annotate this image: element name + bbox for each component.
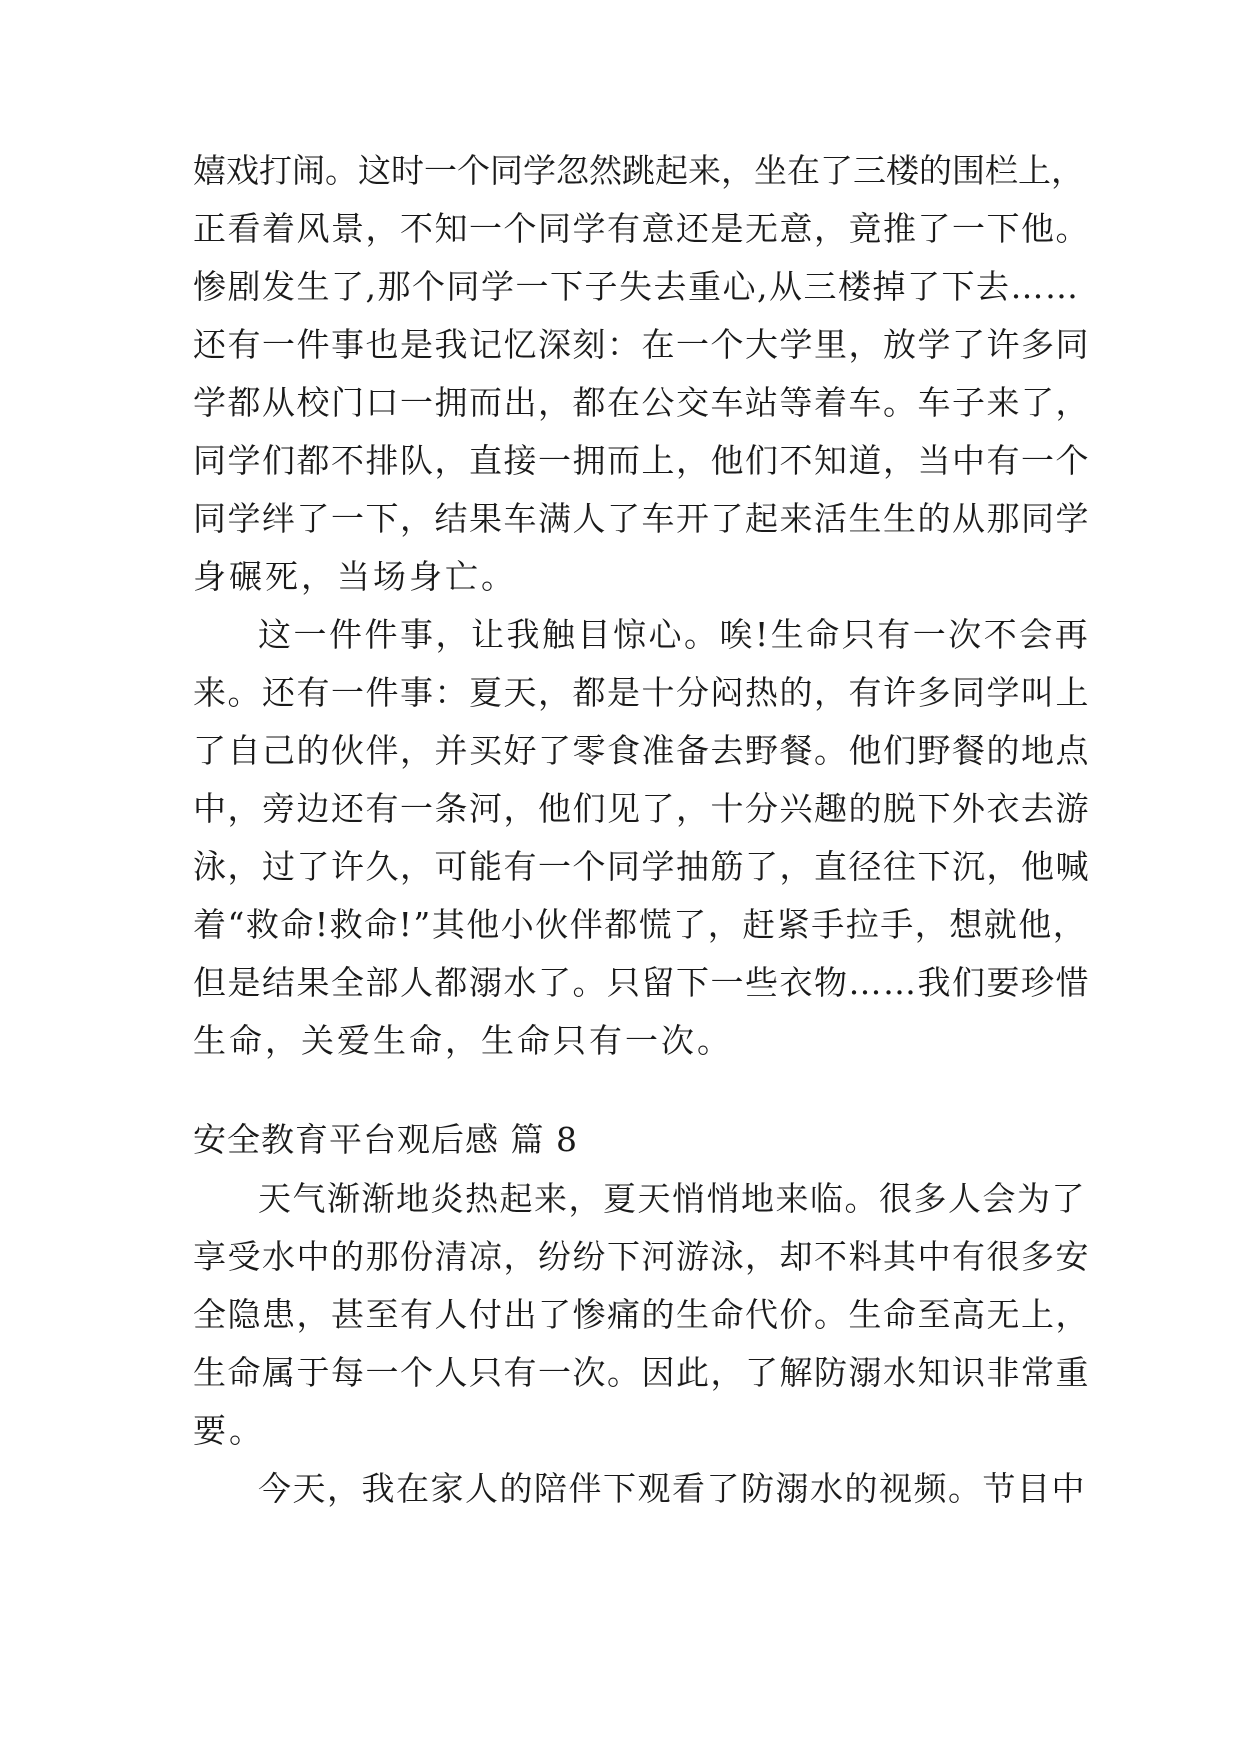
- text-line: 了自己的伙伴，并买好了零食准备去野餐。他们野餐的地点: [193, 731, 1090, 770]
- text-line: 中，旁边还有一条河，他们见了，十分兴趣的脱下外衣去游: [193, 789, 1090, 828]
- section-heading: 安全教育平台观后感 篇 8: [193, 1120, 578, 1159]
- text-line: 学都从校门口一拥而出，都在公交车站等着车。车子来了，: [193, 383, 1090, 422]
- text-line: 来。还有一件事：夏天，都是十分闷热的，有许多同学叫上: [193, 673, 1090, 712]
- text-line: 生命，关爱生命，生命只有一次。: [193, 1021, 733, 1060]
- text-line: 同学们都不排队，直接一拥而上，他们不知道，当中有一个: [193, 441, 1090, 480]
- text-line: 惨剧发生了,那个同学一下子失去重心,从三楼掉了下去……: [193, 267, 1080, 306]
- text-line: 享受水中的那份清凉，纷纷下河游泳，却不料其中有很多安: [193, 1237, 1090, 1276]
- text-line: 生命属于每一个人只有一次。因此，了解防溺水知识非常重: [193, 1353, 1090, 1392]
- text-line: 身碾死，当场身亡。: [193, 557, 517, 596]
- text-line: 正看着风景，不知一个同学有意还是无意，竟推了一下他。: [193, 209, 1090, 248]
- text-line: 全隐患，甚至有人付出了惨痛的生命代价。生命至高无上，: [193, 1295, 1090, 1334]
- paragraph-start-line: 这一件件事，让我触目惊心。唉!生命只有一次不会再: [258, 615, 1091, 654]
- text-line: 还有一件事也是我记忆深刻：在一个大学里，放学了许多同: [193, 325, 1090, 364]
- text-line: 嬉戏打闹。这时一个同学忽然跳起来，坐在了三楼的围栏上，: [193, 151, 1084, 190]
- text-line: 泳，过了许久，可能有一个同学抽筋了，直径往下沉，他喊: [193, 847, 1090, 886]
- text-line: 同学绊了一下，结果车满人了车开了起来活生生的从那同学: [193, 499, 1090, 538]
- text-line: 着“救命!救命!”其他小伙伴都慌了，赶紧手拉手，想就他，: [193, 905, 1088, 944]
- paragraph-start-line: 今天，我在家人的陪伴下观看了防溺水的视频。节目中: [258, 1469, 1086, 1508]
- paragraph-start-line: 天气渐渐地炎热起来，夏天悄悄地来临。很多人会为了: [258, 1179, 1086, 1218]
- text-line: 但是结果全部人都溺水了。只留下一些衣物……我们要珍惜: [193, 963, 1090, 1002]
- text-line: 要。: [193, 1411, 265, 1450]
